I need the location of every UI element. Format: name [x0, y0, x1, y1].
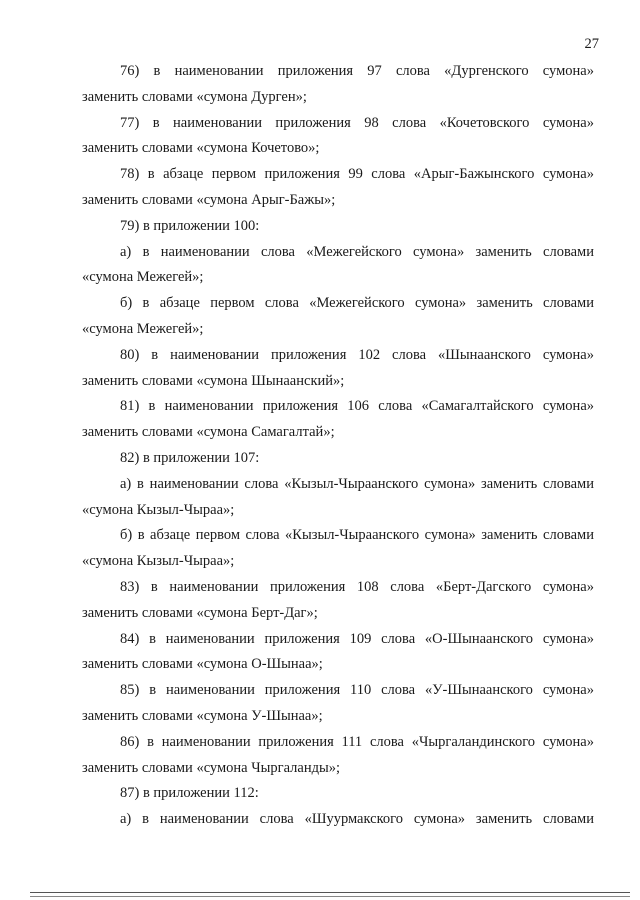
paragraph-line: а) в наименовании слова «Межегейского сумона» заменить словами	[120, 243, 594, 260]
paragraph-line: б) в абзаце первом слова «Межегейского сумона» заменить словами	[120, 295, 594, 312]
paragraph-line: 85) в наименовании приложения 110 слова «У-Шынаанского сумона»	[120, 682, 594, 699]
paragraph-85	[82, 678, 594, 730]
paragraph-line: 80) в наименовании приложения 102 слова «Шынаанского сумона»	[120, 346, 594, 363]
paragraph-continuation: «сумона Кызыл-Чыраа»;	[82, 553, 235, 570]
paragraph-82a	[82, 472, 594, 524]
paragraph-continuation: «сумона Межегей»;	[82, 269, 204, 286]
paragraph-87	[82, 781, 594, 807]
paragraph-continuation: заменить словами «сумона Кочетово»;	[82, 140, 320, 157]
paragraph-continuation: заменить словами «сумона Шынаанский»;	[82, 372, 345, 389]
paragraph-84	[82, 627, 594, 679]
paragraph-line: 78) в абзаце первом приложения 99 слова «Арыг-Бажынского сумона»	[120, 166, 594, 183]
paragraph-line: 86) в наименовании приложения 111 слова «Чыргаландинского сумона»	[120, 733, 594, 750]
paragraph-continuation: заменить словами «сумона О-Шынаа»;	[82, 656, 323, 673]
paragraph-80	[82, 343, 594, 395]
paragraph-87a	[82, 807, 594, 833]
paragraph-line: 87) в приложении 112:	[120, 785, 259, 802]
paragraph-line: а) в наименовании слова «Кызыл-Чыраанского сумона» заменить словами	[120, 475, 594, 492]
paragraph-continuation: заменить словами «сумона Берт-Даг»;	[82, 604, 318, 621]
paragraph-continuation: заменить словами «сумона Арыг-Бажы»;	[82, 191, 336, 208]
paragraph-line: б) в абзаце первом слова «Кызыл-Чыраанского сумона» заменить словами	[120, 527, 594, 544]
paragraph-82	[82, 446, 594, 472]
paragraph-79	[82, 214, 594, 240]
paragraph-line: 77) в наименовании приложения 98 слова «Кочетовского сумона»	[120, 114, 594, 131]
paragraph-83	[82, 575, 594, 627]
scan-edge-line	[30, 896, 630, 897]
paragraph-continuation: заменить словами «сумона Чыргаланды»;	[82, 759, 340, 776]
paragraph-86	[82, 730, 594, 782]
paragraph-78	[82, 162, 594, 214]
paragraph-82b	[82, 523, 594, 575]
paragraph-continuation: заменить словами «сумона Самагалтай»;	[82, 424, 335, 441]
paragraph-line: 82) в приложении 107:	[120, 449, 260, 466]
paragraph-76	[82, 59, 594, 111]
scan-edge-line	[30, 892, 630, 893]
paragraph-79a	[82, 240, 594, 292]
paragraph-line: 83) в наименовании приложения 108 слова «Берт-Дагского сумона»	[120, 578, 594, 595]
paragraph-line: 81) в наименовании приложения 106 слова «Самагалтайского сумона»	[120, 398, 594, 415]
paragraph-81	[82, 394, 594, 446]
paragraph-79b	[82, 291, 594, 343]
paragraph-line: а) в наименовании слова «Шуурмакского сумона» заменить словами	[120, 811, 594, 828]
paragraph-line: 76) в наименовании приложения 97 слова «Дургенского сумона»	[120, 63, 594, 79]
document-body	[82, 59, 594, 833]
paragraph-77	[82, 111, 594, 163]
paragraph-continuation: заменить словами «сумона Дурген»;	[82, 88, 307, 105]
paragraph-continuation: заменить словами «сумона У-Шынаа»;	[82, 707, 323, 724]
page-number: 27	[584, 36, 599, 52]
paragraph-line: 84) в наименовании приложения 109 слова «О-Шынаанского сумона»	[120, 630, 594, 647]
paragraph-continuation: «сумона Кызыл-Чыраа»;	[82, 501, 235, 518]
paragraph-line: 79) в приложении 100:	[120, 217, 260, 234]
paragraph-continuation: «сумона Межегей»;	[82, 320, 204, 337]
